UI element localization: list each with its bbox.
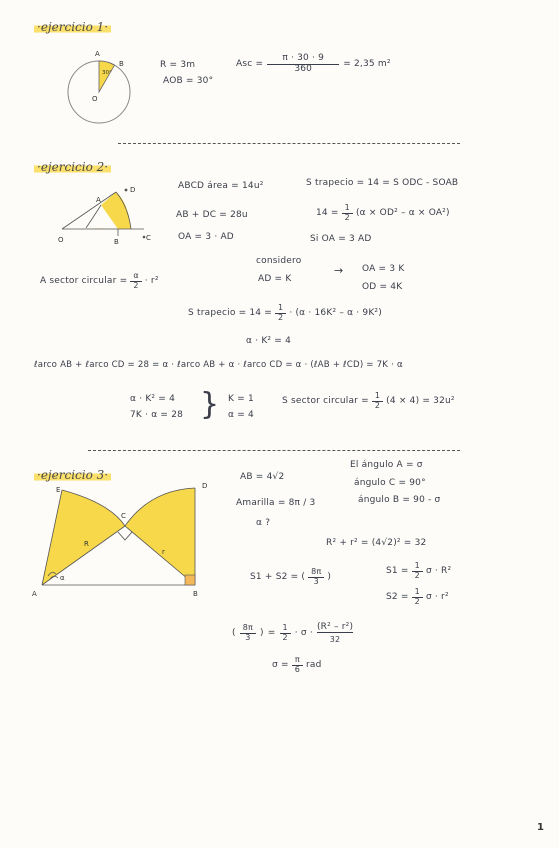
exercise-3-title: ·ejercicio 3· [34, 468, 111, 482]
ex1-label-o: O [92, 95, 98, 103]
ex2-label-o: O [58, 236, 64, 244]
divider-1 [118, 143, 460, 144]
exercise-2-title: ·ejercicio 2· [34, 160, 111, 174]
ex1-radius: R = 3m [160, 60, 196, 70]
ex1-label-a: A [95, 50, 100, 58]
ex3-label-b: B [193, 590, 198, 598]
ex3-main-equation: ( $\frac{8\pi}{3}$ ) = $\frac{1}{2}$ · σ · (R² – r²) 32 [232, 622, 354, 644]
exercise-1-sector-diagram [62, 44, 142, 129]
ex1-angle-aob: AOB = 30° [163, 76, 214, 86]
ex3-label-r-small: r [162, 548, 165, 556]
ex2-label-b: B [114, 238, 119, 246]
ex2-label-c: C [146, 234, 151, 242]
ex3-label-r-big: R [84, 540, 89, 548]
ex3-angle-c: ángulo C = 90° [354, 478, 426, 488]
ex3-ab: AB = 4√2 [240, 472, 285, 482]
ex3-label-c: C [121, 512, 126, 520]
ex1-angle-label: 30° [102, 70, 112, 76]
ex2-trapecio-1: S trapecio = 14 = S ODC - SOAB [306, 178, 459, 188]
ex2-od-4k: OD = 4K [362, 282, 403, 292]
ex3-label-a: A [32, 590, 37, 598]
ex2-arrow: → [334, 264, 344, 277]
ex2-system-eq2: 7K · α = 28 [130, 410, 184, 420]
ex2-label-a: A [96, 196, 101, 204]
ex2-sector-formula: A sector circular = $\frac{\alpha}{2}$ · r² [40, 271, 159, 290]
exercise-1-title: ·ejercicio 1· [34, 20, 111, 34]
ex3-label-d: D [202, 482, 208, 490]
ex1-label-b: B [119, 60, 124, 68]
ex1-asc-result: = 2,35 m² [343, 59, 391, 70]
ex2-abcd-area: ABCD área = 14u² [178, 181, 264, 191]
ex2-ak2: α · K² = 4 [246, 336, 292, 346]
ex2-brace: } [200, 387, 220, 422]
ex3-r-squared: R² + r² = (4√2)² = 32 [326, 538, 427, 548]
ex3-angle-b: ángulo B = 90 - σ [358, 495, 441, 505]
ex3-alpha-question: α ? [256, 518, 271, 528]
ex3-s1: S1 = $\frac{1}{2}$ σ · R² [386, 561, 452, 580]
ex2-oa: OA = 3 · AD [178, 232, 234, 242]
ex2-eq14: 14 = $\frac{1}{2}$ (α × OD² – α × OA²) [316, 203, 450, 222]
ex2-oa-3k: OA = 3 K [362, 264, 405, 274]
ex3-s1-s2: S1 + S2 = ( $\frac{8\pi}{3}$ ) [250, 567, 332, 586]
ex2-si-oa: Si OA = 3 AD [310, 234, 372, 244]
ex1-asc-label: Asc = [236, 59, 264, 70]
ex3-label-alpha: α [60, 574, 65, 582]
ex3-label-e: E [56, 486, 61, 494]
divider-2 [88, 450, 460, 451]
page-number: 1 [537, 822, 544, 833]
ex3-amarilla: Amarilla = 8π / 3 [236, 498, 316, 508]
ex2-system-eq1: α · K² = 4 [130, 394, 176, 404]
exercise-3-sectors-diagram [30, 478, 220, 606]
ex3-angle-a: El ángulo A = σ [350, 460, 423, 470]
exercise-2-trapezoid-diagram [56, 180, 156, 255]
ex2-trapecio-2: S trapecio = 14 = $\frac{1}{2}$ · (α · 16K² – α · 9K²) [188, 303, 382, 322]
ex2-considero: considero [256, 256, 302, 266]
ex2-solution-alpha: α = 4 [228, 410, 254, 420]
ex3-sigma-result: σ = $\frac{\pi}{6}$ rad [272, 655, 322, 674]
ex2-label-d: D [130, 186, 136, 194]
ex2-solution-k: K = 1 [228, 394, 254, 404]
ex3-s2: S2 = $\frac{1}{2}$ σ · r² [386, 587, 449, 606]
ex2-ad-k: AD = K [258, 274, 292, 284]
ex2-sector-result: S sector circular = $\frac{1}{2}$ (4 × 4) = 32u² [282, 391, 455, 410]
ex1-asc-fraction: $\frac{\pi \cdot 30 \cdot 9}{360}$ [267, 54, 339, 75]
ex2-arc-line: ℓarco AB + ℓarco CD = 28 = α · ℓarco AB + α · ℓarco CD = α · (ℓAB + ℓCD) = 7K · α [34, 360, 403, 370]
ex1-area-formula [236, 54, 391, 75]
ex2-ab-dc: AB + DC = 28u [176, 210, 248, 220]
